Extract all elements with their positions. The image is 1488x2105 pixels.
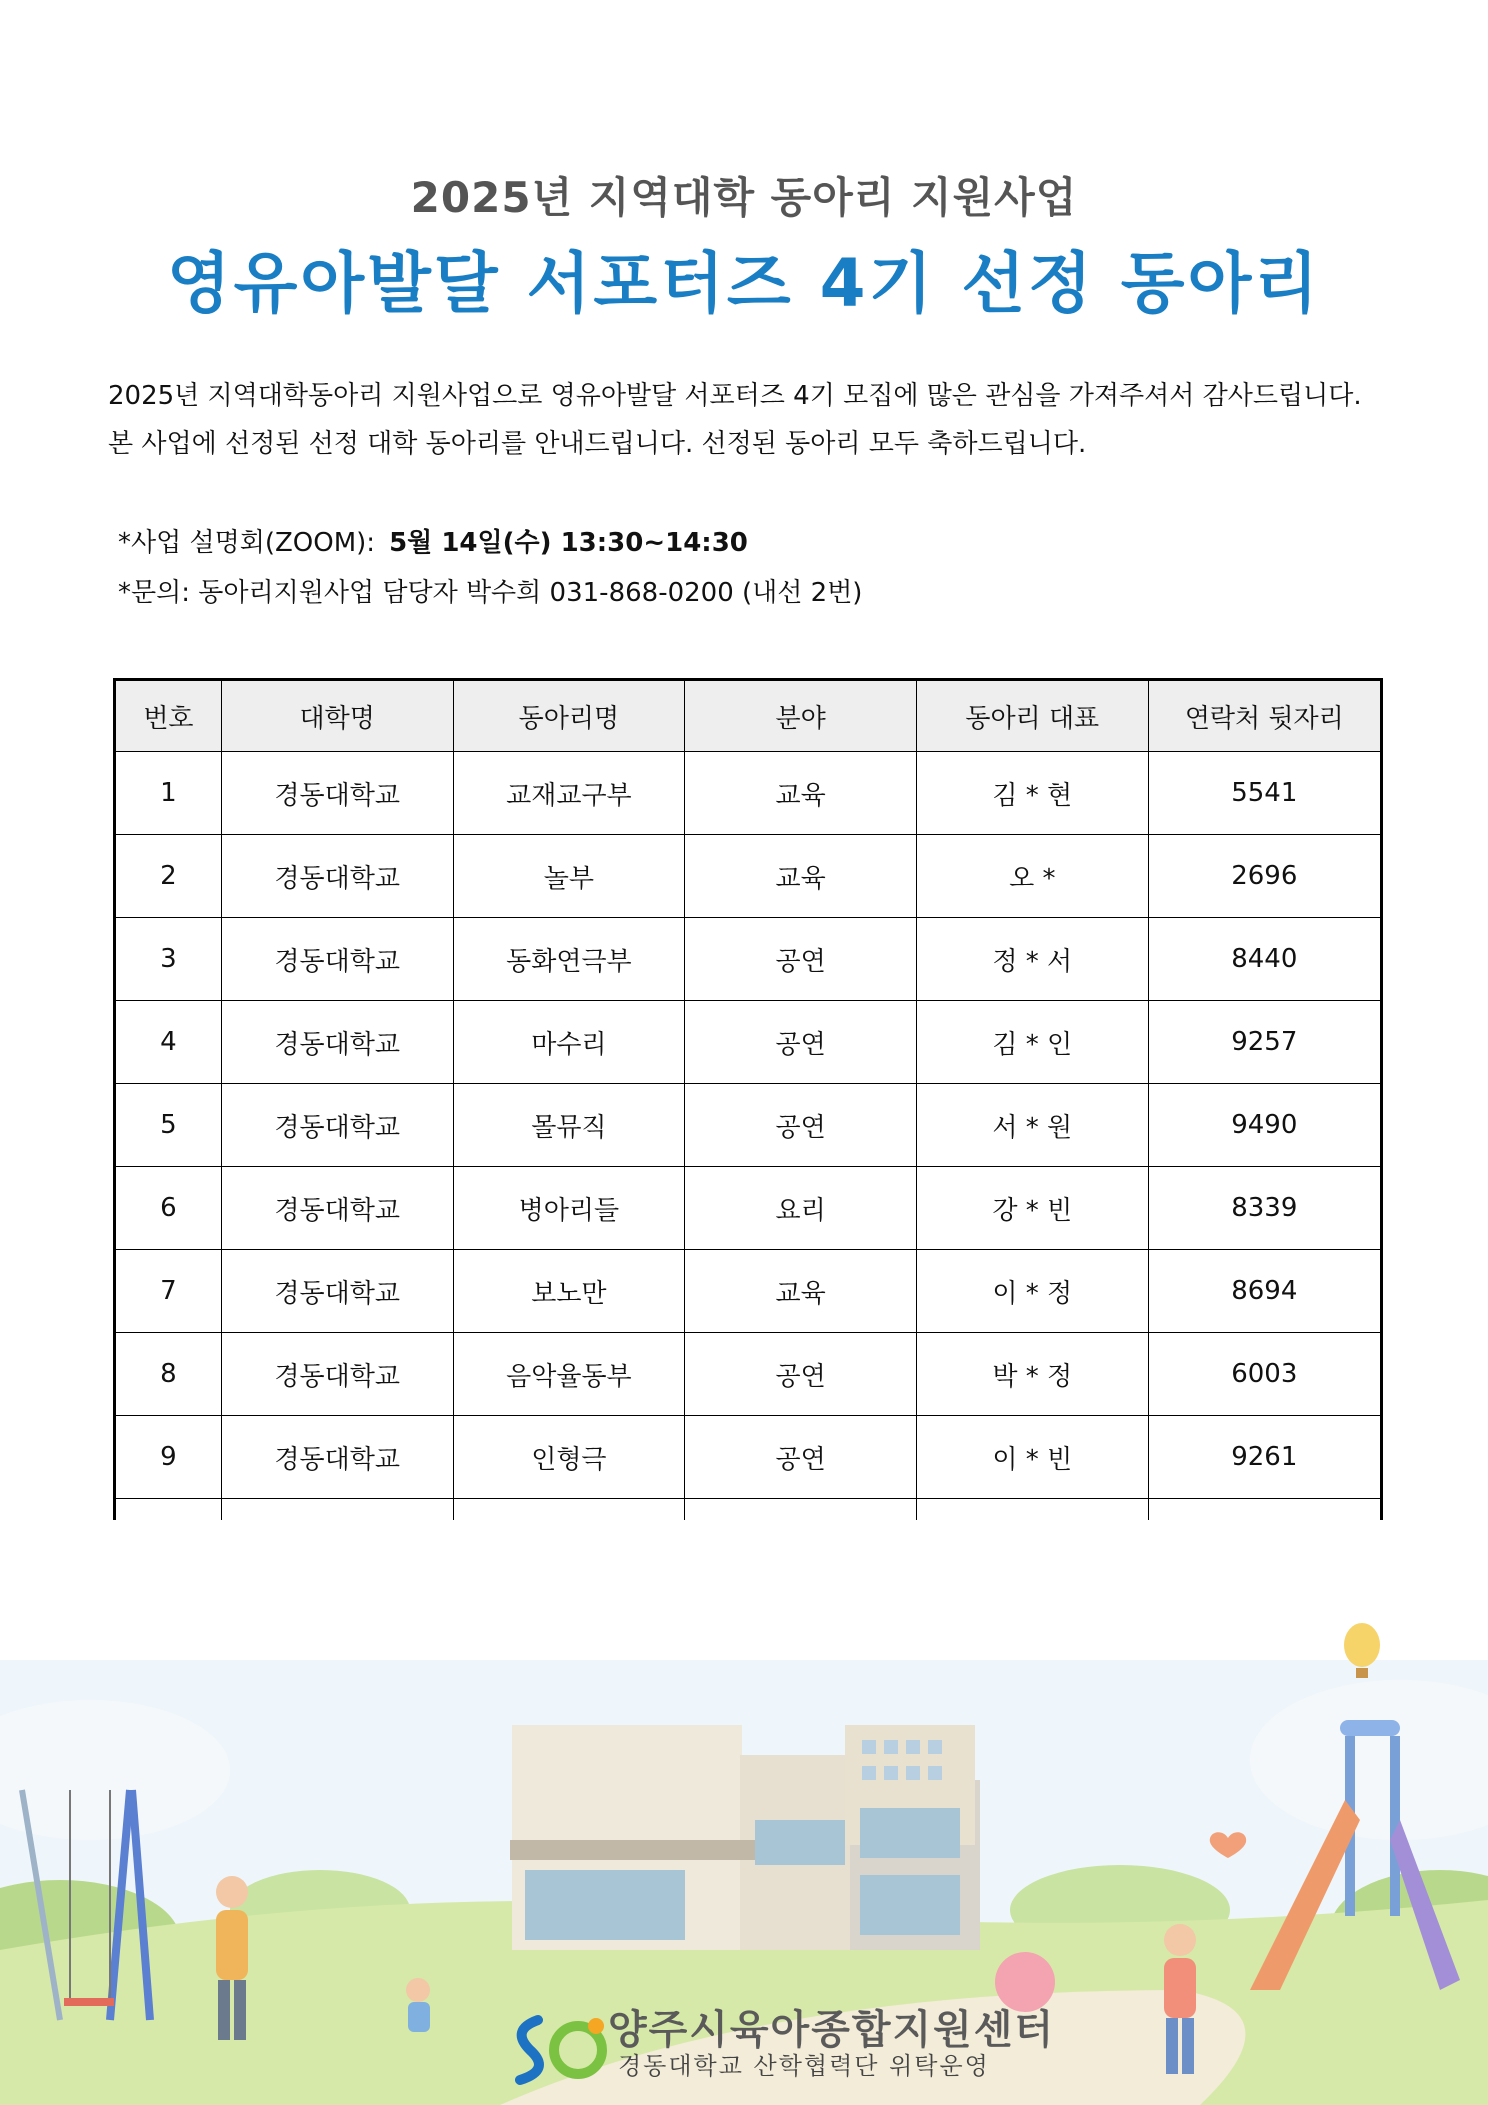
- cell-number: 6: [115, 1167, 222, 1250]
- cell-phone: 6003: [1148, 1333, 1381, 1416]
- cell-field: 공연: [685, 918, 917, 1001]
- header-field: 분야: [685, 680, 917, 752]
- cell-phone: 8339: [1148, 1167, 1381, 1250]
- cell-club: 병아리들: [453, 1167, 685, 1250]
- cell-phone: 2696: [1148, 835, 1381, 918]
- cell-phone: 9257: [1148, 1001, 1381, 1084]
- cell-university: 경동대학교: [221, 752, 453, 835]
- cell-university: 경동대학교: [221, 918, 453, 1001]
- cell-university: 경동대학교: [221, 1416, 453, 1499]
- cell-field: 공연: [685, 1084, 917, 1167]
- cell-university: 경동대학교: [221, 1084, 453, 1167]
- cell-university: 경동대학교: [221, 1167, 453, 1250]
- table-row: [115, 1416, 1382, 1499]
- cell-number: 8: [115, 1333, 222, 1416]
- cell-number: 3: [115, 918, 222, 1001]
- cell-representative: 정 * 서: [916, 918, 1148, 1001]
- cell-number: 1: [115, 752, 222, 835]
- cell-number: 7: [115, 1250, 222, 1333]
- briefing-label: *사업 설명회(ZOOM):: [118, 528, 376, 558]
- cell-phone: 9490: [1148, 1084, 1381, 1167]
- table-row: [115, 835, 1382, 918]
- table-header-row: [115, 680, 1382, 752]
- cell-club: 음악율동부: [453, 1333, 685, 1416]
- cell-field: 공연: [685, 1333, 917, 1416]
- table-row: [115, 1250, 1382, 1333]
- cell-university: 경동대학교: [221, 1333, 453, 1416]
- cell-representative: 이 * 정: [916, 1250, 1148, 1333]
- intro-text: [108, 372, 1388, 468]
- briefing-value: 5월 14일(수) 13:30~14:30: [389, 528, 748, 558]
- org-subtitle: 경동대학교 산학협력단 위탁운영: [618, 2052, 990, 2080]
- cell-club: 교재교구부: [453, 752, 685, 835]
- header-representative: 동아리 대표: [916, 680, 1148, 752]
- org-name: 양주시육아종합지원센터: [608, 2007, 1056, 2053]
- header-club: 동아리명: [453, 680, 685, 752]
- header-university: 대학명: [221, 680, 453, 752]
- intro-line-1: 2025년 지역대학동아리 지원사업으로 영유아발달 서포터즈 4기 모집에 많은 관심을 가져주셔서 감사드립니다.: [108, 381, 1362, 411]
- cell-university: 경동대학교: [221, 835, 453, 918]
- childcare-center-building: [510, 1725, 980, 1950]
- cell-representative: 박 * 정: [916, 1333, 1148, 1416]
- cell-representative: 이 * 빈: [916, 1416, 1148, 1499]
- cell-representative: 오 *: [916, 835, 1148, 918]
- cell-university: 경동대학교: [221, 1001, 453, 1084]
- page-subtitle: 2025년 지역대학 동아리 지원사업: [410, 173, 1078, 222]
- briefing-line: [118, 518, 862, 568]
- cell-field: 교육: [685, 1250, 917, 1333]
- cell-club: 놀부: [453, 835, 685, 918]
- cell-club: 마수리: [453, 1001, 685, 1084]
- page-title: 영유아발달 서포터즈 4기 선정 동아리: [166, 245, 1322, 322]
- info-block: [118, 518, 862, 618]
- cell-field: 공연: [685, 1416, 917, 1499]
- header-phone: 연락처 뒷자리: [1148, 680, 1381, 752]
- intro-line-2: 본 사업에 선정된 선정 대학 동아리를 안내드립니다. 선정된 동아리 모두 축하드립니다.: [108, 429, 1087, 459]
- table-row: [115, 1167, 1382, 1250]
- contact-line: *문의: 동아리지원사업 담당자 박수희 031-868-0200 (내선 2번): [118, 578, 863, 608]
- cell-representative: 김 * 인: [916, 1001, 1148, 1084]
- cell-club: 인형극: [453, 1416, 685, 1499]
- cell-university: 경동대학교: [221, 1250, 453, 1333]
- table-row: [115, 1001, 1382, 1084]
- cell-phone: 8694: [1148, 1250, 1381, 1333]
- table-row: [115, 1333, 1382, 1416]
- cell-phone: 8440: [1148, 918, 1381, 1001]
- cell-number: 9: [115, 1416, 222, 1499]
- selected-clubs-table: [113, 678, 1383, 1667]
- cell-number: 2: [115, 835, 222, 918]
- cell-field: 교육: [685, 752, 917, 835]
- child-figure: [406, 1978, 430, 2032]
- cell-number: 4: [115, 1001, 222, 1084]
- cell-phone: 5541: [1148, 752, 1381, 835]
- cell-field: 교육: [685, 835, 917, 918]
- header-number: 번호: [115, 680, 222, 752]
- cell-phone: 9261: [1148, 1416, 1381, 1499]
- cell-field: 공연: [685, 1001, 917, 1084]
- table-row: [115, 752, 1382, 835]
- cell-club: 동화연극부: [453, 918, 685, 1001]
- cell-club: 보노만: [453, 1250, 685, 1333]
- cell-club: 몰뮤직: [453, 1084, 685, 1167]
- table-row: [115, 1084, 1382, 1167]
- cell-field: 요리: [685, 1167, 917, 1250]
- cell-representative: 김 * 현: [916, 752, 1148, 835]
- cell-representative: 서 * 원: [916, 1084, 1148, 1167]
- table-row: [115, 918, 1382, 1001]
- cell-number: 5: [115, 1084, 222, 1167]
- cell-representative: 강 * 빈: [916, 1167, 1148, 1250]
